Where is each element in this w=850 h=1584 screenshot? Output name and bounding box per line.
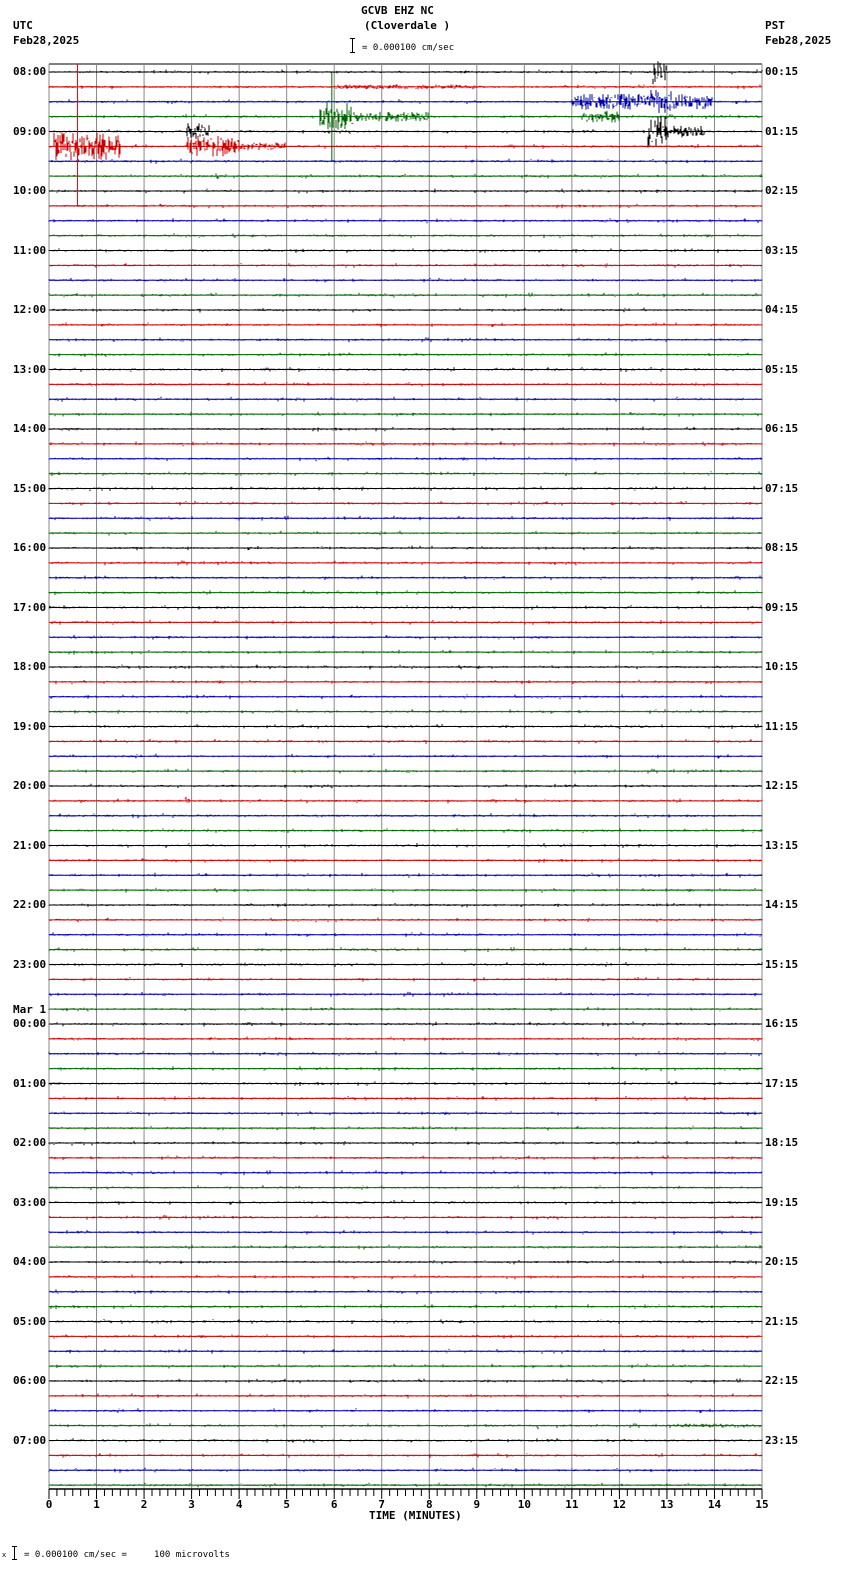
utc-hour-label: 12:00 xyxy=(13,303,47,316)
pst-hour-label: 14:15 xyxy=(765,898,799,911)
pst-hour-label: 16:15 xyxy=(765,1017,799,1030)
x-tick-label: 5 xyxy=(283,1498,290,1511)
pst-hour-label: 07:15 xyxy=(765,481,799,495)
utc-hour-label: 04:00 xyxy=(13,1255,47,1268)
utc-hour-label: 00:00 xyxy=(13,1017,47,1030)
seismic-trace xyxy=(49,1423,762,1429)
seismic-trace xyxy=(49,932,762,937)
x-axis-label: TIME (MINUTES) xyxy=(369,1509,462,1522)
utc-hour-label: 18:00 xyxy=(13,660,47,673)
utc-hour-label: 23:00 xyxy=(13,957,47,971)
seismic-trace xyxy=(49,828,762,833)
x-tick-label: 15 xyxy=(755,1498,769,1511)
pst-hour-label: 03:15 xyxy=(765,243,799,257)
x-tick-label: 7 xyxy=(378,1498,386,1511)
x-tick-label: 11 xyxy=(565,1498,579,1511)
pst-hour-label: 06:15 xyxy=(765,422,799,435)
seismic-trace xyxy=(49,797,762,804)
utc-hour-label: 01:00 xyxy=(13,1076,47,1090)
seismic-trace xyxy=(49,1022,762,1027)
seismic-trace xyxy=(49,635,762,640)
pst-hour-label: 04:15 xyxy=(765,303,799,316)
utc-hour-label: 20:00 xyxy=(13,779,47,792)
seismic-trace xyxy=(49,590,762,595)
seismic-trace xyxy=(49,457,762,462)
x-tick-label: 4 xyxy=(235,1498,243,1511)
left-date: Feb28,2025 xyxy=(13,34,80,47)
x-tick-label: 14 xyxy=(707,1498,722,1511)
pst-hour-label: 11:15 xyxy=(765,719,799,733)
footer-scale-note: = 0.000100 cm/sec = 100 microvolts xyxy=(24,1550,230,1560)
pst-hour-label: 09:15 xyxy=(765,600,799,614)
utc-hour-label: 22:00 xyxy=(13,898,47,911)
utc-hour-label: 08:00 xyxy=(13,65,47,78)
x-tick-label: 6 xyxy=(330,1498,338,1511)
seismic-trace xyxy=(49,1096,762,1101)
scale-label: = 0.000100 cm/sec xyxy=(362,43,455,53)
seismic-trace xyxy=(49,858,762,863)
pst-hour-label: 23:15 xyxy=(765,1433,799,1447)
pst-hour-label: 10:15 xyxy=(765,660,799,673)
x-tick-label: 3 xyxy=(188,1498,195,1511)
pst-hour-label: 17:15 xyxy=(765,1076,799,1090)
seismic-trace xyxy=(49,531,762,536)
pst-hour-label: 15:15 xyxy=(765,957,799,971)
utc-hour-label: 13:00 xyxy=(13,362,47,376)
utc-hour-label: 11:00 xyxy=(13,243,47,257)
utc-hour-label: 14:00 xyxy=(13,422,47,435)
pst-hour-label: 21:15 xyxy=(765,1314,799,1328)
pst-hour-label: 01:15 xyxy=(765,124,799,138)
left-timezone: UTC xyxy=(13,19,33,32)
pst-hour-label: 12:15 xyxy=(765,779,799,792)
pst-hour-label: 00:15 xyxy=(765,65,799,78)
station-location: (Cloverdale ) xyxy=(364,19,451,32)
pst-hour-label: 08:15 xyxy=(765,541,799,554)
utc-hour-label: 15:00 xyxy=(13,481,47,495)
x-tick-label: 13 xyxy=(660,1498,674,1511)
right-date: Feb28,2025 xyxy=(765,34,832,47)
date-change-label: Mar 1 xyxy=(13,1003,47,1016)
pst-hour-label: 20:15 xyxy=(765,1255,799,1268)
footer-scale-bar-icon xyxy=(12,1546,17,1560)
seismic-trace xyxy=(49,650,762,655)
utc-hour-label: 02:00 xyxy=(13,1136,47,1149)
pst-hour-label: 22:15 xyxy=(765,1374,799,1387)
utc-hour-label: 21:00 xyxy=(13,838,47,852)
utc-hour-label: 06:00 xyxy=(13,1374,47,1387)
x-tick-label: 9 xyxy=(473,1498,481,1511)
pst-hour-label: 02:15 xyxy=(765,184,799,197)
seismic-trace xyxy=(49,1141,762,1146)
pst-hour-label: 13:15 xyxy=(765,838,799,852)
seismic-trace xyxy=(49,133,762,161)
utc-hour-label: 07:00 xyxy=(13,1433,47,1447)
utc-hour-label: 17:00 xyxy=(13,600,47,614)
x-tick-label: 12 xyxy=(612,1498,627,1511)
seismic-trace xyxy=(49,61,762,84)
x-tick-label: 10 xyxy=(517,1498,531,1511)
pst-hour-label: 19:15 xyxy=(765,1195,799,1209)
footer-scale-prefix: x xyxy=(2,1551,7,1559)
x-tick-label: 1 xyxy=(93,1498,100,1511)
utc-hour-label: 05:00 xyxy=(13,1314,47,1328)
seismic-trace xyxy=(49,724,762,729)
seismic-trace xyxy=(49,1364,762,1369)
x-tick-label: 2 xyxy=(140,1498,148,1511)
pst-hour-label: 18:15 xyxy=(765,1136,799,1149)
seismic-trace xyxy=(49,665,762,670)
utc-hour-label: 10:00 xyxy=(13,184,47,197)
utc-hour-label: 09:00 xyxy=(13,124,47,138)
seismic-trace xyxy=(49,813,762,818)
x-tick-label: 8 xyxy=(425,1498,433,1511)
utc-hour-label: 19:00 xyxy=(13,719,47,733)
station-title: GCVB EHZ NC xyxy=(361,4,434,17)
seismic-trace xyxy=(49,1483,762,1488)
utc-hour-label: 03:00 xyxy=(13,1195,47,1209)
utc-hour-label: 16:00 xyxy=(13,541,47,554)
pst-hour-label: 05:15 xyxy=(765,362,799,376)
x-tick-label: 0 xyxy=(45,1498,53,1511)
right-timezone: PST xyxy=(765,19,785,32)
seismic-trace xyxy=(49,873,762,878)
